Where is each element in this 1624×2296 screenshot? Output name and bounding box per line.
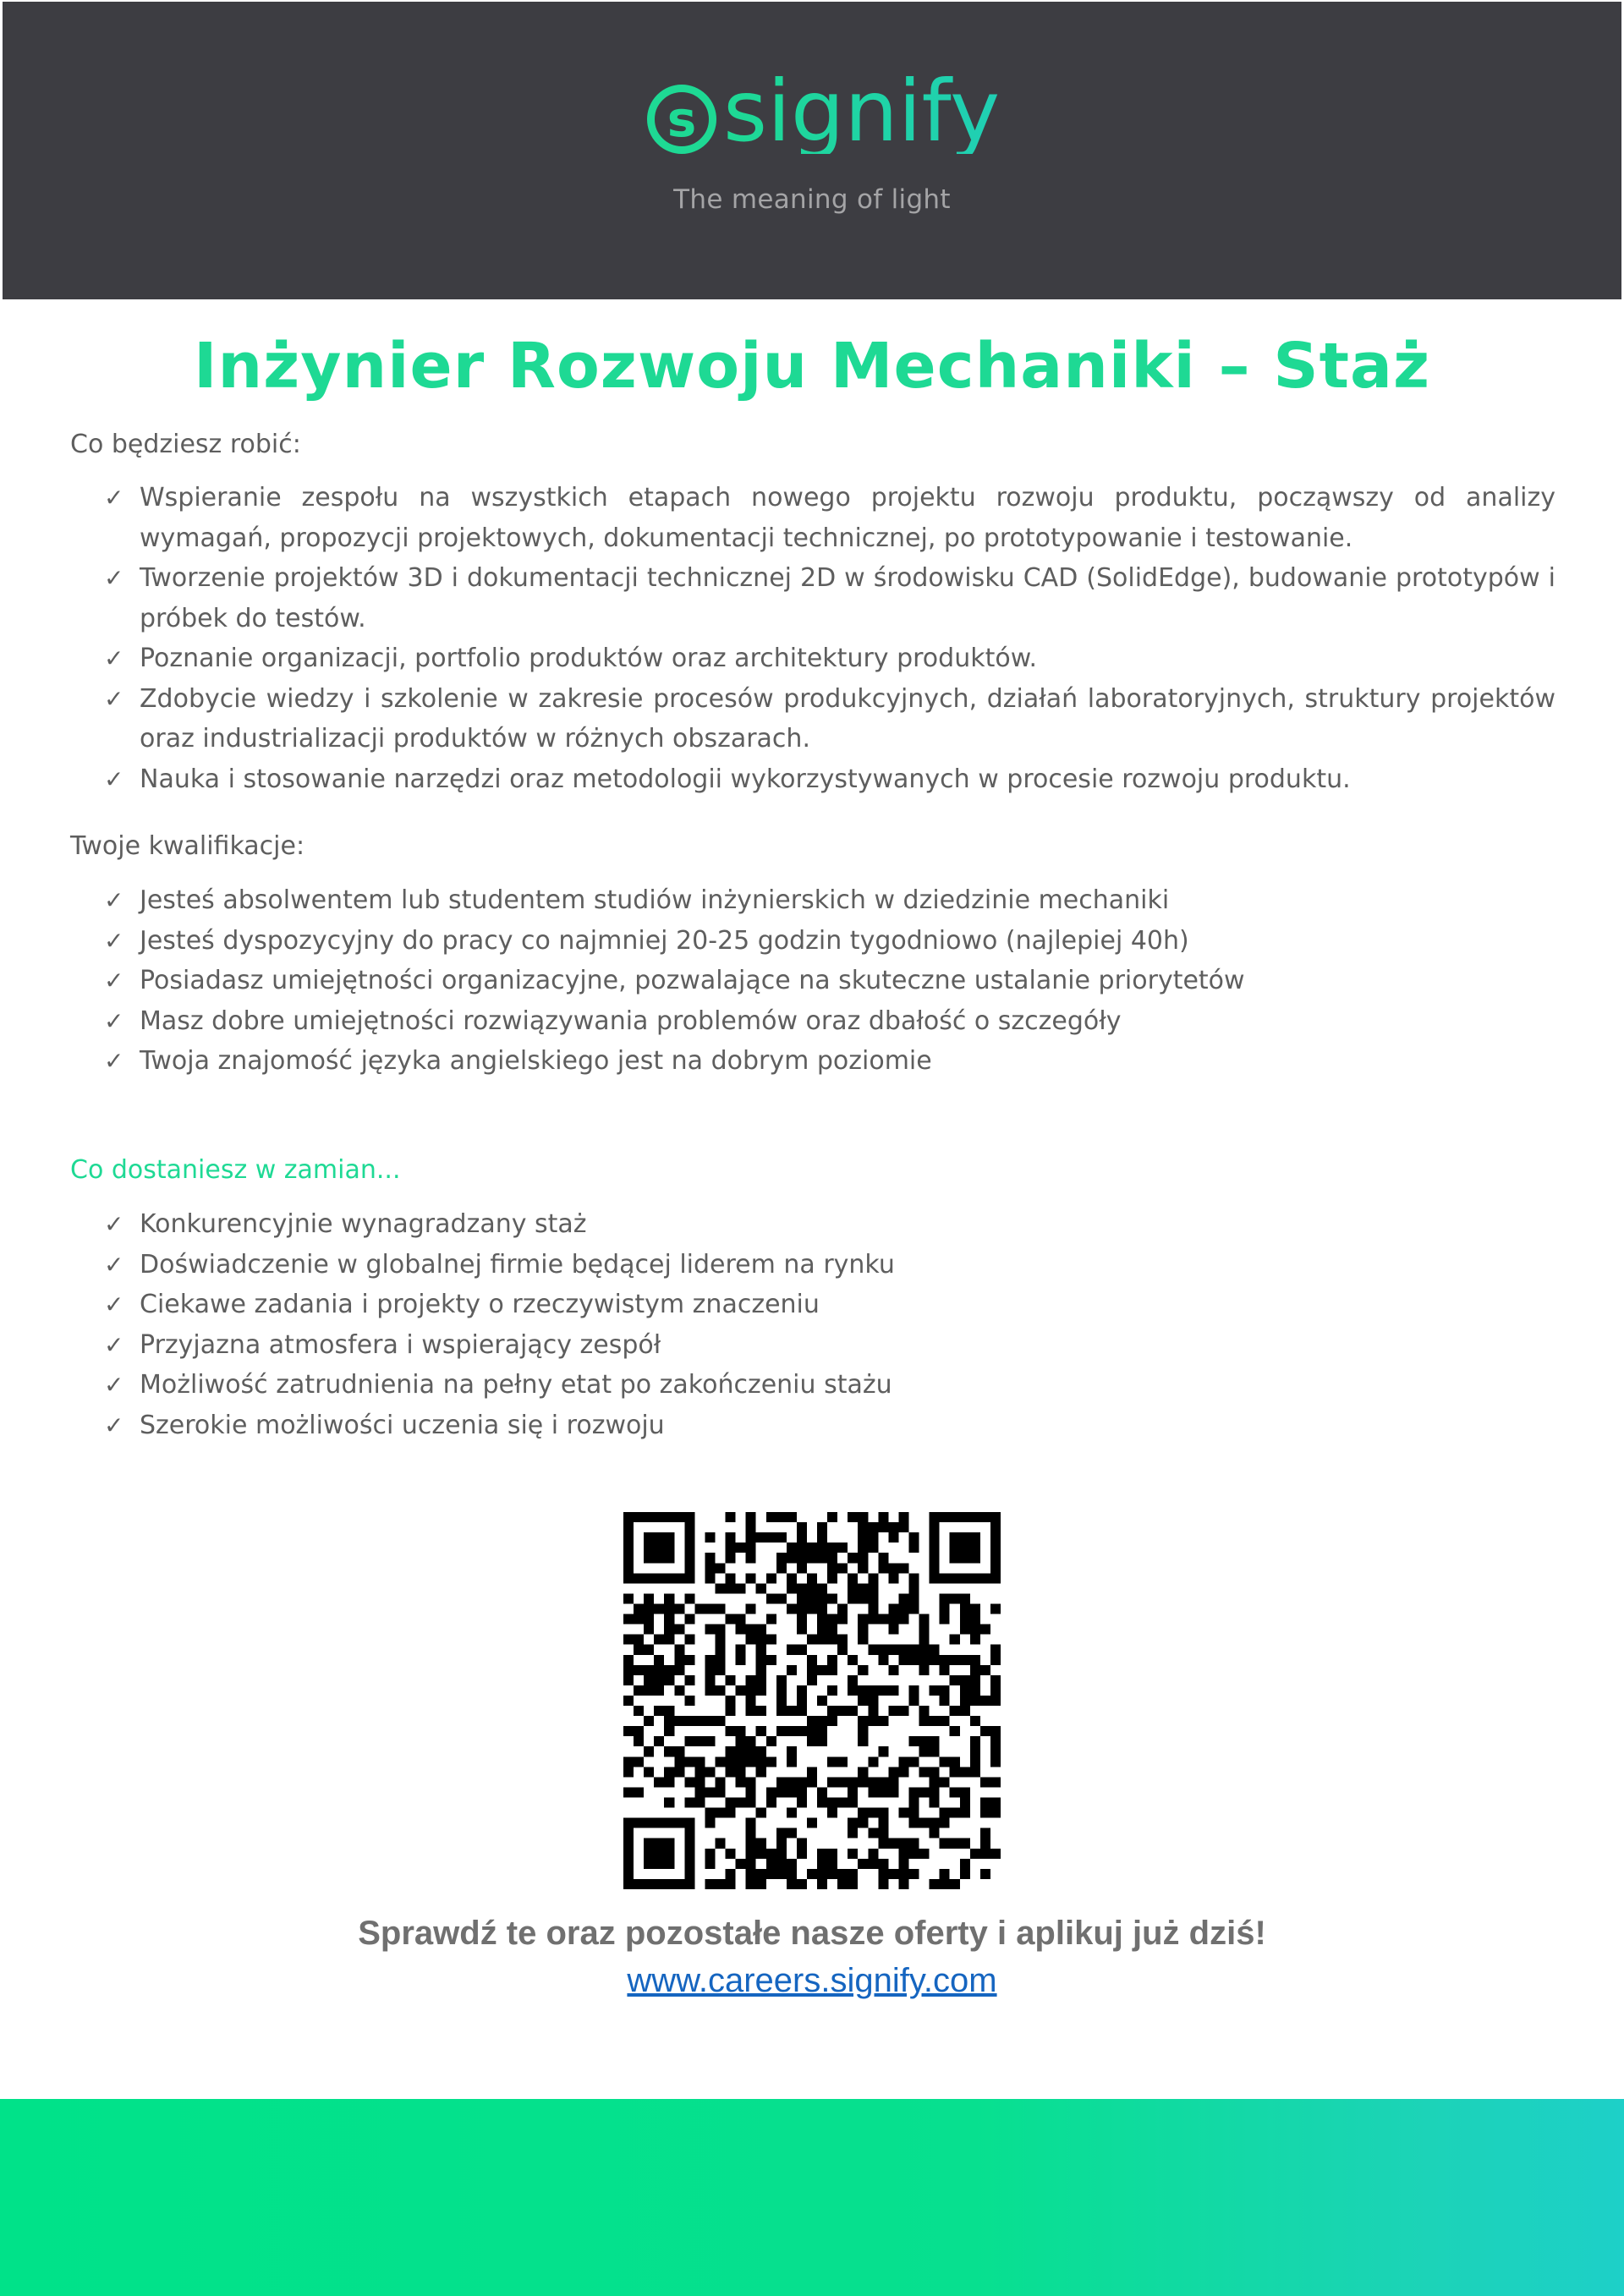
list-item-text: Ciekawe zadania i projekty o rzeczywistym znaczeniu: [140, 1290, 820, 1319]
check-icon: ✓: [104, 1047, 124, 1075]
qualifications-heading: Twoje kwalifikacje:: [70, 831, 305, 861]
careers-link[interactable]: www.careers.signify.com: [627, 1962, 997, 1999]
list-item-text: Zdobycie wiedzy i szkolenie w zakresie procesów produkcyjnych, działań laboratoryjnych, struktury projektów oraz industrializacji produktów w różnych obszarach.: [140, 683, 1555, 753]
benefits-heading: Co dostaniesz w zamian...: [70, 1155, 401, 1185]
list-item: [70, 1325, 1555, 1366]
check-icon: ✓: [104, 886, 124, 914]
list-item: [70, 921, 1555, 962]
list-item: [70, 1001, 1555, 1042]
list-item-text: Jesteś absolwentem lub studentem studiów inżynierskich w dziedzinie mechaniki: [140, 885, 1170, 915]
list-item-text: Poznanie organizacji, portfolio produktów oraz architektury produktów.: [140, 644, 1038, 673]
benefits-section: [70, 1155, 1555, 1445]
list-item-text: Jesteś dyspozycyjny do pracy co najmniej 20-25 godzin tygodniowo (najlepiej 40h): [140, 925, 1189, 956]
list-item: [70, 1204, 1555, 1245]
list-item: [70, 1285, 1555, 1325]
list-item-text: Posiadasz umiejętności organizacyjne, pozwalające na skuteczne ustalanie priorytetów: [140, 966, 1245, 995]
check-icon: ✓: [104, 967, 124, 995]
check-icon: ✓: [104, 644, 124, 672]
check-icon: ✓: [104, 684, 124, 713]
signify-logo: [647, 62, 1046, 161]
check-icon: ✓: [104, 764, 124, 793]
list-item-text: Masz dobre umiejętności rozwiązywania problemów oraz dbałość o szczegóły: [140, 1006, 1122, 1036]
logo-wordmark: signify: [723, 62, 1001, 161]
list-item-text: Wspieranie zespołu na wszystkich etapach nowego projektu rozwoju produktu, począwszy od analizy wymagań, propozycji projektowych, dokumentacji technicznej, po prototypowanie i testowanie.: [140, 483, 1555, 553]
list-item-text: Możliwość zatrudnienia na pełny etat po zakończeniu stażu: [140, 1370, 892, 1400]
header-banner: [3, 2, 1621, 299]
tasks-list: [70, 478, 1555, 799]
qr-code-icon[interactable]: [623, 1512, 1001, 1889]
list-item-text: Przyjazna atmosfera i wspierający zespół: [140, 1329, 661, 1360]
check-icon: ✓: [104, 926, 124, 955]
list-item: [70, 478, 1555, 558]
benefits-list: [70, 1204, 1555, 1445]
tasks-section: [70, 430, 1555, 799]
check-icon: ✓: [104, 1330, 124, 1359]
qualifications-section: [70, 831, 1555, 1082]
list-item-text: Nauka i stosowanie narzędzi oraz metodologii wykorzystywanych w procesie rozwoju produktu.: [140, 764, 1351, 794]
check-icon: ✓: [104, 564, 124, 592]
list-item: [70, 759, 1555, 800]
check-icon: ✓: [104, 484, 124, 512]
list-item: [70, 1365, 1555, 1406]
qualifications-list: [70, 880, 1555, 1082]
list-item: [70, 1041, 1555, 1082]
check-icon: ✓: [104, 1210, 124, 1238]
check-icon: ✓: [104, 1411, 124, 1439]
list-item-text: Twoja znajomość języka angielskiego jest na dobrym poziomie: [140, 1046, 932, 1076]
list-item: [70, 1406, 1555, 1446]
tagline: The meaning of light: [673, 184, 951, 215]
cta-text: Sprawdź te oraz pozostałe nasze oferty i aplikuj już dziś!: [358, 1915, 1266, 1952]
check-icon: ✓: [104, 1250, 124, 1279]
list-item: [70, 679, 1555, 759]
list-item-text: Szerokie możliwości uczenia się i rozwoju: [140, 1410, 665, 1440]
list-item: [70, 1245, 1555, 1285]
logo-initial: s: [667, 90, 697, 148]
list-item-text: Doświadczenie w globalnej firmie będącej liderem na rynku: [140, 1249, 895, 1280]
tasks-heading: Co będziesz robić:: [70, 430, 301, 459]
list-item-text: Konkurencyjnie wynagradzany staż: [140, 1209, 587, 1239]
list-item: [70, 961, 1555, 1001]
list-item: [70, 638, 1555, 679]
footer-band: [0, 2099, 1624, 2296]
list-item: [70, 880, 1555, 921]
list-item: [70, 558, 1555, 638]
page-title: Inżynier Rozwoju Mechaniki – Staż: [193, 330, 1431, 403]
check-icon: ✓: [104, 1006, 124, 1035]
check-icon: ✓: [104, 1371, 124, 1399]
logo-s-icon: [647, 85, 716, 154]
check-icon: ✓: [104, 1290, 124, 1318]
list-item-text: Tworzenie projektów 3D i dokumentacji technicznej 2D w środowisku CAD (SolidEdge), budowanie prototypów i próbek do testów.: [140, 563, 1555, 633]
